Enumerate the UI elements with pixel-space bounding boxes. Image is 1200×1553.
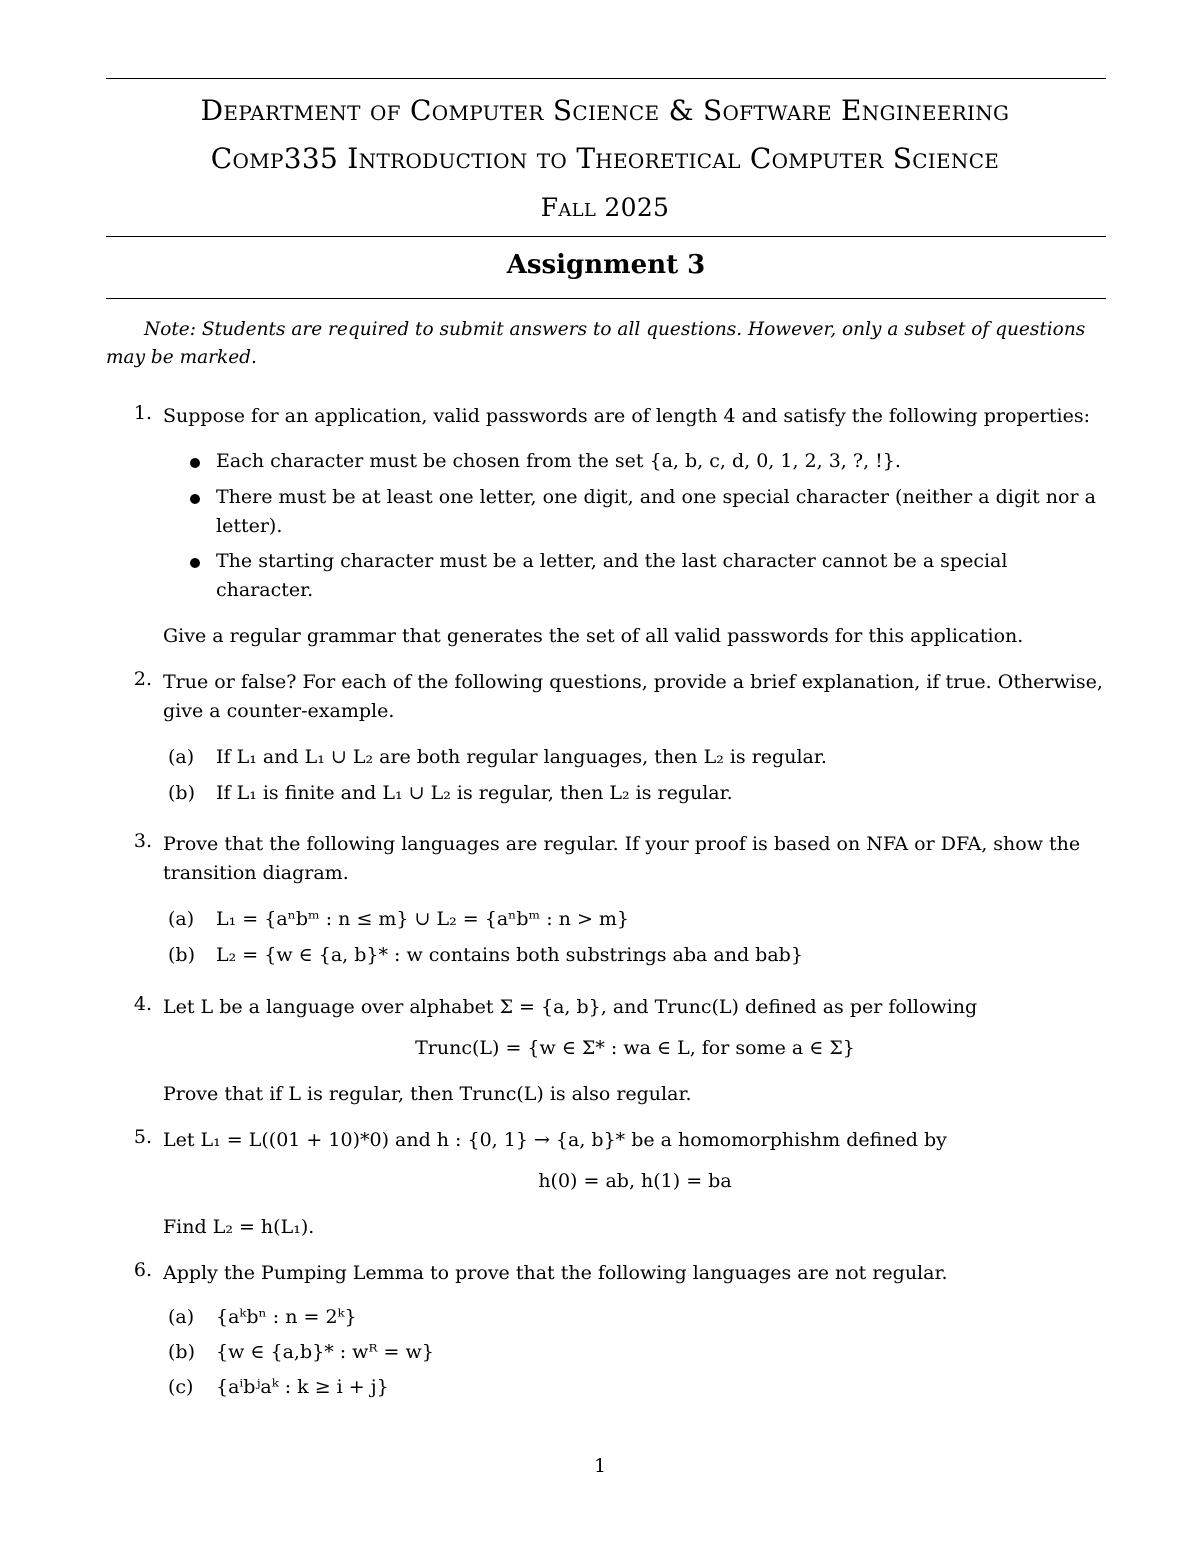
display-equation: Trunc(L) = {w ∈ Σ* : wa ∈ L, for some a ∈ Σ} (415, 1037, 855, 1059)
bullet-text: The starting character must be a letter, and the last character cannot be a special character. (216, 550, 1008, 601)
part-label: (b) (168, 782, 195, 804)
question-text: Apply the Pumping Lemma to prove that the following languages are not regular. (163, 1262, 948, 1284)
top-rule (106, 78, 1106, 79)
question-number: 1. (133, 402, 152, 424)
part-label: (a) (168, 908, 195, 930)
question-text: Let L₁ = L((01 + 10)*0) and h : {0, 1} → {a, b}* be a homomorphishm defined by (163, 1129, 947, 1151)
question-number: 3. (133, 830, 152, 852)
question-text: Suppose for an application, valid passwords are of length 4 and satisfy the following properties: (163, 405, 1090, 427)
question-number: 4. (133, 993, 152, 1015)
bullet-dot (190, 494, 200, 504)
question-text: Prove that the following languages are regular. If your proof is based on NFA or DFA, show the transition diagram. (163, 833, 1081, 884)
part-label: (a) (168, 1306, 195, 1328)
question-closing: Prove that if L is regular, then Trunc(L) is also regular. (163, 1083, 692, 1105)
part-label: (b) (168, 1341, 195, 1363)
part-text: If L₁ and L₁ ∪ L₂ are both regular languages, then L₂ is regular. (216, 746, 827, 768)
display-equation: h(0) = ab, h(1) = ba (538, 1170, 732, 1192)
question-number: 5. (133, 1126, 152, 1148)
bullet-text: Each character must be chosen from the set {a, b, c, d, 0, 1, 2, 3, ?, !}. (216, 450, 901, 472)
question-text: True or false? For each of the following questions, provide a brief explanation, if true. Otherwise, give a counter-example. (163, 671, 1103, 722)
department-heading: Department of Computer Science & Software Engineering (200, 94, 1010, 127)
part-label: (b) (168, 944, 195, 966)
question-closing: Give a regular grammar that generates the set of all valid passwords for this application. (163, 625, 1024, 647)
question-number: 2. (133, 668, 152, 690)
page-number: 1 (593, 1455, 607, 1477)
question-text: Let L be a language over alphabet Σ = {a, b}, and Trunc(L) defined as per following (163, 996, 978, 1018)
course-heading: Comp335 Introduction to Theoretical Computer Science (210, 142, 1000, 175)
part-text: L₁ = {aⁿbᵐ : n ≤ m} ∪ L₂ = {aⁿbᵐ : n > m} (216, 908, 630, 930)
question-number: 6. (133, 1259, 152, 1281)
title-rule (106, 298, 1106, 299)
part-text: L₂ = {w ∈ {a, b}* : w contains both substrings aba and bab} (216, 944, 803, 966)
note-paragraph: Note: Students are required to submit answers to all questions. However, only a subset of questions may be marked. (106, 319, 1086, 368)
assignment-title: Assignment 3 (506, 250, 706, 280)
part-label: (a) (168, 746, 195, 768)
question-closing: Find L₂ = h(L₁). (163, 1216, 315, 1238)
part-text: {w ∈ {a,b}* : wᴿ = w} (216, 1341, 434, 1363)
bullet-dot (190, 558, 200, 568)
part-label: (c) (168, 1376, 194, 1398)
bullet-dot (190, 458, 200, 468)
term-heading: Fall 2025 (540, 193, 670, 222)
part-text: If L₁ is finite and L₁ ∪ L₂ is regular, then L₂ is regular. (216, 782, 733, 804)
part-text: {aⁱbʲaᵏ : k ≥ i + j} (216, 1376, 389, 1398)
bullet-text: There must be at least one letter, one digit, and one special character (neither a digit nor a letter). (216, 486, 1096, 537)
part-text: {aᵏbⁿ : n = 2ᵏ} (216, 1306, 357, 1328)
header-rule (106, 236, 1106, 237)
